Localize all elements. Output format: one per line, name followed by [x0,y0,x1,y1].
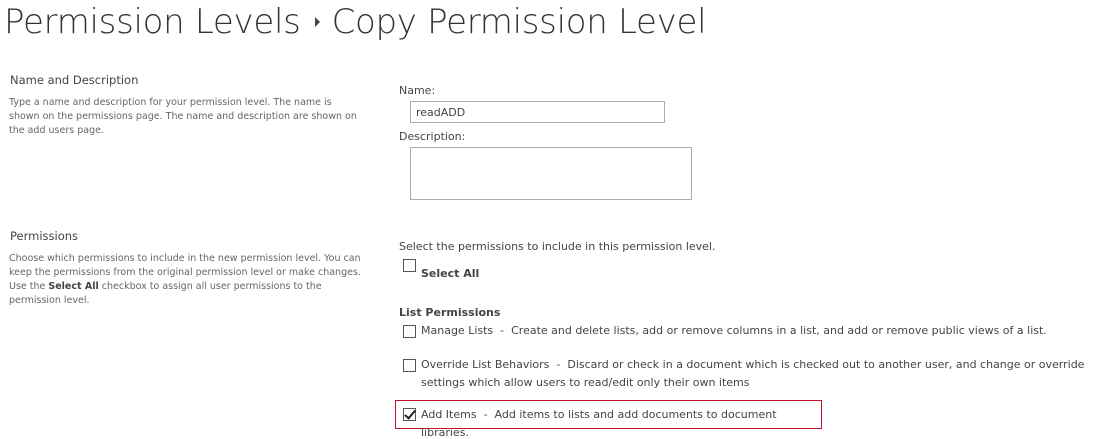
add-items-checkbox[interactable] [403,408,416,421]
name-input[interactable] [410,101,665,123]
description-label: Description: [399,130,466,143]
select-all-checkbox[interactable] [403,259,416,272]
permissions-help-text-bold: Select All [48,281,99,292]
name-description-help-text: Type a name and description for your permission level. The name is shown on the permissions page. The name and description are shown on the add users page. [9,97,357,136]
permissions-intro-text: Select the permissions to include in this permission level. [399,240,716,253]
permission-name[interactable]: Add Items [421,408,477,421]
select-all-label[interactable]: Select All [421,267,480,280]
list-permissions-heading: List Permissions [399,306,501,319]
permissions-heading: Permissions [10,229,79,243]
override-list-behaviors-checkbox[interactable] [403,359,416,372]
permission-description: Discard or check in a document which is checked out to another user, and change or override settings which allow users to read/edit only their own items [421,358,1085,389]
permission-item-manage-lists [421,322,1101,340]
permissions-help-text [9,252,365,308]
permission-separator: - [493,324,512,337]
permissions-help-text-part2: checkbox to assign all user permissions to the permission level. [9,281,322,306]
name-description-heading: Name and Description [10,73,139,87]
manage-lists-checkbox[interactable] [403,325,416,338]
permission-separator: - [476,408,495,421]
permission-separator: - [549,358,568,371]
page-title [4,2,706,42]
permission-description: Create and delete lists, add or remove columns in a list, and add or remove public views of a list. [511,324,1047,337]
name-label: Name: [399,84,436,97]
permission-name[interactable]: Manage Lists [421,324,494,337]
breadcrumb-current: Copy Permission Level [331,2,707,42]
permission-item-add-items [421,406,821,439]
permissions-help-text-part1: Choose which permissions to include in the new permission level. You can keep the permissions from the original permission level or make changes. Use the [9,253,361,292]
description-textarea[interactable] [410,147,692,200]
permission-item-override-list-behaviors [421,356,1091,392]
permission-description: Add items to lists and add documents to document libraries. [421,408,777,439]
breadcrumb-link-permission-levels[interactable]: Permission Levels [4,2,301,42]
permission-name[interactable]: Override List Behaviors [421,358,550,371]
breadcrumb-arrow-icon [315,17,320,27]
